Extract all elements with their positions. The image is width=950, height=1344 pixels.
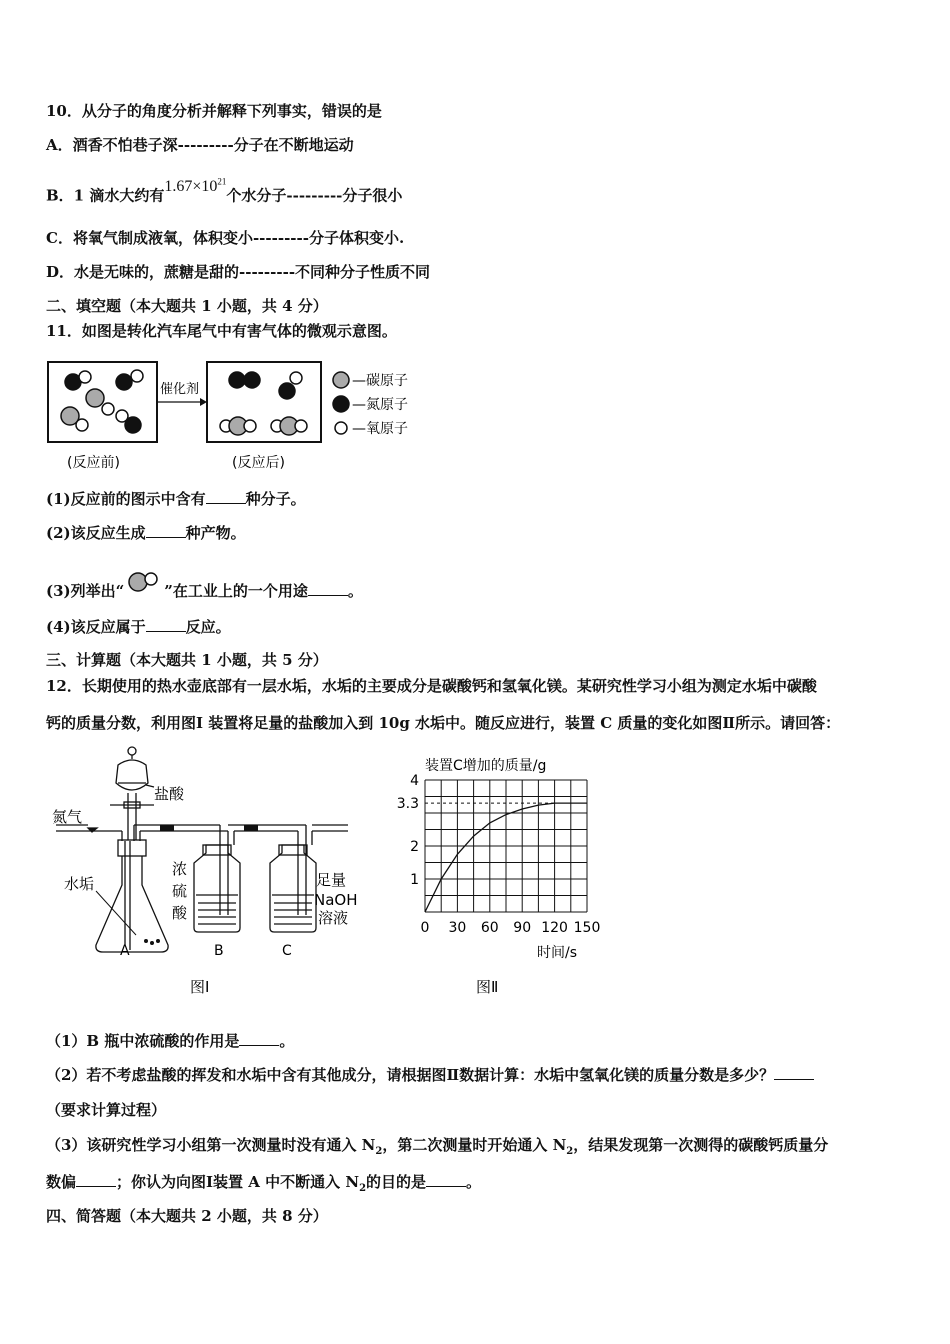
q10-option-d: D．水是无味的，蔗糖是甜的---------不同种分子性质不同 (46, 263, 431, 281)
x-tick-label: 150 (573, 920, 600, 936)
y-tick-label: 1 (410, 872, 419, 888)
naoh-label-2: NaOH (314, 891, 358, 909)
q11-part1: (1)反应前的图示中含有 种分子。 (46, 490, 306, 508)
section-2-heading: 二、填空题（本大题共 1 小题，共 4 分） (46, 297, 328, 315)
nitrogen-atom-icon (333, 396, 349, 412)
answer-blank[interactable] (426, 1172, 466, 1187)
q10-stem: 10．从分子的角度分析并解释下列事实，错误的是 (46, 102, 382, 120)
x-tick-label: 90 (513, 920, 532, 936)
naoh-label-3: 溶液 (318, 909, 349, 927)
after-caption: (反应后) (232, 455, 285, 471)
y-tick-label: 2 (410, 839, 419, 855)
label-a: A (120, 943, 130, 959)
answer-blank[interactable] (308, 581, 348, 596)
q10-option-b (46, 177, 403, 206)
catalyst-label: 催化剂 (160, 382, 200, 397)
after-molecules (220, 372, 307, 435)
sci-number: $1.67\times 10^{21}$ (164, 177, 227, 196)
h2so4-label-2: 硫 (172, 882, 188, 900)
fig1-caption: 图Ⅰ (190, 978, 210, 996)
fig2-caption: 图Ⅱ (476, 978, 499, 996)
q12-part1: （1）B 瓶中浓硫酸的作用是 。 (46, 1032, 295, 1050)
legend-oxygen: —氧原子 (352, 421, 408, 437)
answer-blank[interactable] (146, 523, 186, 538)
q12-part2: （2）若不考虑盐酸的挥发和水垢中含有其他成分，请根据图Ⅱ数据计算：水垢中氢氧化镁的质量分数是多少？ (46, 1065, 814, 1085)
co2-molecule-icon (124, 570, 164, 592)
h2so4-label-1: 浓 (172, 860, 188, 878)
oxygen-atom-icon (335, 422, 347, 434)
q10-option-a: A．酒香不怕巷子深---------分子在不断地运动 (46, 136, 354, 154)
section-4-heading: 四、简答题（本大题共 2 小题，共 8 分） (46, 1207, 328, 1225)
q11-part2: (2)该反应生成 种产物。 (46, 524, 246, 542)
scale-label: 水垢 (64, 875, 95, 893)
q10-b-pre: B．1 滴水大约有 (46, 186, 165, 205)
q12-stem-line2: 钙的质量分数，利用图Ⅰ 装置将足量的盐酸加入到 10g 水垢中。随反应进行，装置 C 质量的变化如图Ⅱ所示。请回答： (46, 714, 841, 732)
answer-blank[interactable] (76, 1172, 116, 1187)
legend-carbon: —碳原子 (352, 373, 408, 389)
answer-blank[interactable] (146, 617, 186, 632)
q11-part3: (3)列举出“ ”在工业上的一个用途 。 (46, 570, 363, 601)
x-axis-label: 时间/s (537, 945, 578, 961)
section-3-heading: 三、计算题（本大题共 1 小题，共 5 分） (46, 651, 328, 669)
reaction-diagram (40, 352, 440, 477)
carbon-atom-icon (333, 372, 349, 388)
q11-stem: 11．如图是转化汽车尾气中有害气体的微观示意图。 (46, 322, 397, 340)
chart-title: 装置C增加的质量/g (425, 758, 547, 774)
answer-blank[interactable] (774, 1065, 814, 1080)
answer-blank[interactable] (239, 1031, 279, 1046)
hcl-label: 盐酸 (154, 785, 185, 803)
before-molecules (61, 370, 143, 433)
q12-stem-line1: 12．长期使用的热水壶底部有一层水垢，水垢的主要成分是碳酸钙和氢氧化镁。某研究性学习小组为测定水垢中碳酸 (46, 677, 817, 695)
answer-blank[interactable] (206, 489, 246, 504)
x-tick-label: 60 (480, 920, 499, 936)
label-b: B (214, 943, 224, 959)
q10-b-post: 个水分子---------分子很小 (226, 186, 403, 205)
q10-option-c: C．将氧气制成液氧，体积变小---------分子体积变小. (46, 229, 405, 247)
y-tick-label: 3.3 (396, 796, 419, 813)
mass-chart (380, 752, 600, 1000)
q12-part3-line1: （3）该研究性学习小组第一次测量时没有通入 $N_2$，第二次测量时开始通入 $N_2$，结果发现第一次测得的碳酸钙质量分 (46, 1136, 829, 1157)
n2-label: 氮气 (52, 808, 83, 826)
y-tick-label: 4 (410, 773, 419, 789)
before-caption: (反应前) (67, 455, 120, 471)
label-c: C (282, 943, 292, 959)
q12-part3-line2: 数偏 ；你认为向图Ⅰ装置 A 中不断通入 $N_2$的目的是 。 (46, 1173, 482, 1194)
x-tick-label: 0 (420, 920, 430, 936)
naoh-label-1: 足量 (316, 871, 347, 889)
q12-part2b: （要求计算过程） (46, 1101, 167, 1119)
apparatus-figure (48, 745, 368, 1000)
x-tick-label: 30 (448, 920, 467, 936)
h2so4-label-3: 酸 (172, 904, 188, 922)
x-tick-label: 120 (541, 920, 568, 936)
legend-nitrogen: —氮原子 (352, 397, 408, 413)
q11-part4: (4)该反应属于 反应。 (46, 618, 231, 636)
